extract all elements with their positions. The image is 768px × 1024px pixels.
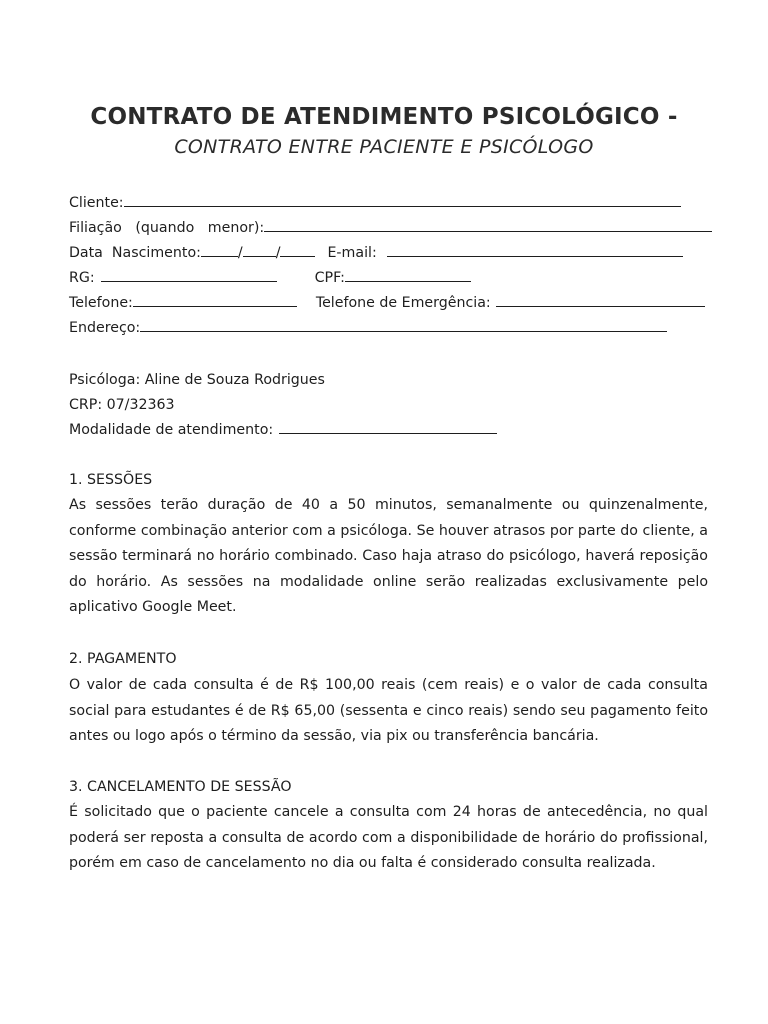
telefone-row <box>69 294 705 312</box>
nascimento-email-row <box>69 244 683 262</box>
telefone-blank[interactable] <box>133 294 297 307</box>
cliente-row <box>69 194 681 212</box>
filiacao-blank[interactable] <box>264 219 712 232</box>
modalidade-label: Modalidade de atendimento: <box>69 422 274 438</box>
email-blank[interactable] <box>387 244 683 257</box>
rg-blank[interactable] <box>101 269 277 282</box>
date-separator: / <box>275 245 281 261</box>
rg-label: RG: <box>69 270 95 286</box>
endereco-blank[interactable] <box>140 319 667 332</box>
birth-day-blank[interactable] <box>201 244 238 257</box>
nascimento-label: Data Nascimento: <box>69 245 201 261</box>
birth-month-blank[interactable] <box>243 244 276 257</box>
page-title: CONTRATO DE ATENDIMENTO PSICOLÓGICO - <box>90 104 678 130</box>
section-text-pagamento: O valor de cada consulta é de R$ 100,00 reais (cem reais) e o valor de cada consulta social para estudantes é de R$ 65,00 (sessenta e cinco reais) sendo seu pagamento feito antes ou logo após o término da sessão, via pix ou transferência bancária. <box>69 677 708 744</box>
page-subtitle: CONTRATO ENTRE PACIENTE E PSICÓLOGO <box>174 136 594 158</box>
cliente-label: Cliente: <box>69 195 124 211</box>
endereco-row <box>69 319 667 337</box>
cliente-blank[interactable] <box>124 194 681 207</box>
section-heading-pagamento: 2. PAGAMENTO <box>69 651 177 667</box>
date-separator: / <box>237 245 243 261</box>
telefone-label: Telefone: <box>69 295 133 311</box>
birth-year-blank[interactable] <box>280 244 315 257</box>
section-text-sessoes: As sessões terão duração de 40 a 50 minutos, semanalmente ou quinzenalmente, conforme combinação anterior com a psicóloga. Se houver atrasos por parte do cliente, a sessão terminará no horário combinado. Caso haja atraso do psicólogo, haverá reposição do horário. As sessões na modalidade online serão realizadas exclusivamente pelo aplicativo Google Meet. <box>69 497 708 615</box>
filiacao-row <box>69 219 712 237</box>
emergencia-blank[interactable] <box>496 294 705 307</box>
modalidade-blank[interactable] <box>279 421 497 434</box>
email-label: E-mail: <box>327 245 377 261</box>
modalidade-row <box>69 421 497 439</box>
rg-cpf-row <box>69 269 471 287</box>
psicologa-line: Psicóloga: Aline de Souza Rodrigues <box>69 372 325 388</box>
emergencia-label: Telefone de Emergência: <box>315 295 491 311</box>
filiacao-label: Filiação (quando menor): <box>69 220 265 236</box>
crp-line: CRP: 07/32363 <box>69 397 175 413</box>
section-heading-sessoes: 1. SESSÕES <box>69 472 153 488</box>
cpf-blank[interactable] <box>345 269 471 282</box>
endereco-label: Endereço: <box>69 320 141 336</box>
section-heading-cancelamento: 3. CANCELAMENTO DE SESSÃO <box>69 779 292 795</box>
section-text-cancelamento: É solicitado que o paciente cancele a consulta com 24 horas de antecedência, no qual poderá ser reposta a consulta de acordo com a disponibilidade de horário do profissional, porém em caso de cancelamento no dia ou falta é considerado consulta realizada. <box>69 804 708 871</box>
cpf-label: CPF: <box>314 270 345 286</box>
